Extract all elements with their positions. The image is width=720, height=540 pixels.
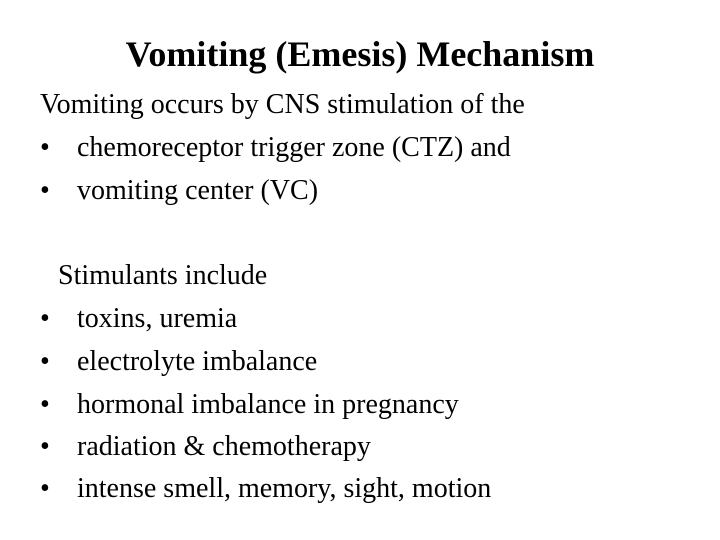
bullet-text: toxins, uremia (77, 303, 238, 334)
bullet-icon: • (40, 431, 50, 462)
bullet-text: radiation & chemotherapy (77, 431, 371, 462)
section2-intro: Stimulants include (58, 260, 268, 291)
bullet-icon: • (40, 473, 50, 504)
section1-intro: Vomiting occurs by CNS stimulation of the (40, 89, 525, 120)
slide-title: Vomiting (Emesis) Mechanism (125, 34, 595, 74)
bullet-text: chemoreceptor trigger zone (CTZ) and (77, 132, 511, 163)
bullet-icon: • (40, 346, 50, 377)
bullet-icon: • (40, 175, 50, 206)
bullet-icon: • (40, 132, 50, 163)
bullet-icon: • (40, 303, 50, 334)
bullet-text: vomiting center (VC) (77, 175, 319, 206)
bullet-text: hormonal imbalance in pregnancy (77, 389, 459, 420)
bullet-text: electrolyte imbalance (77, 346, 318, 377)
bullet-icon: • (40, 389, 50, 420)
bullet-text: intense smell, memory, sight, motion (77, 473, 492, 504)
